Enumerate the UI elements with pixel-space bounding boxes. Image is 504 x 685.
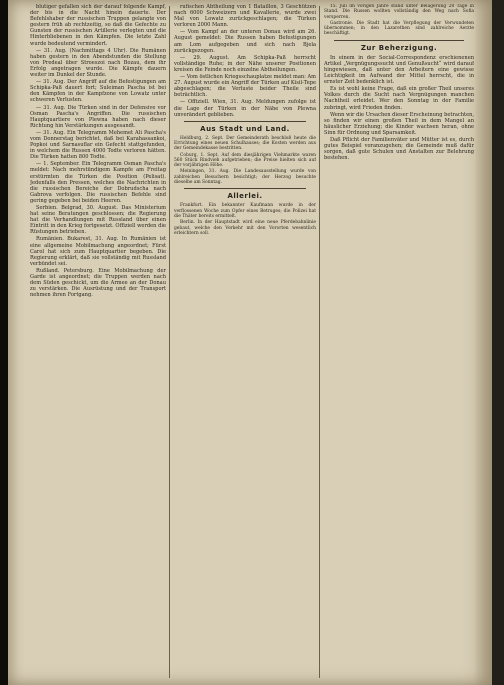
- newspaper-page: [8, 0, 492, 685]
- paragraph: Frankfurt. Ein bekannter Kaufmann wurde in der verflossenen Woche zum Opfer eines Betruges; die Polizei hat die Thäter bereits ermittelt.: [174, 203, 316, 219]
- paragraph: Rußland. Petersburg. Eine Mobilmachung der Garde ist angeordnet; die Truppen werden nach dem Süden geschickt, um die Armee an der Donau zu verstärken. Die Ausrüstung und der Transport nehmen ihren Fortgang.: [30, 267, 166, 299]
- paragraph: — 31. Aug. (Nachmittags 4 Uhr). Die Rumänen haben gestern in den Abendstunden die Stellung von Predeal über Stroeszoi nach Bozau, dem ihr Erfolg angetragen wurde. Die Kämpfe dauern weiter im Dunkel der Stunde.: [30, 47, 166, 79]
- section-heading-aus-stadt: Aus Stadt und Land.: [200, 124, 290, 133]
- column-left: [30, 4, 166, 682]
- adjacent-page-edge: [492, 0, 504, 685]
- paragraph: — 31. Aug. Die Türken sind in der Defensive vor Osman Pascha's Angriffen. Die russischen Hauptquartiere von Plewna haben nach dieser Richtung hin Verstärkungen ausgesandt.: [30, 104, 166, 129]
- paragraph: Berlin. In der Hauptstadt wird eine neue Pferdebahnlinie gebaut, welche den Verkehr mit den Vororten wesentlich erleichtern soll.: [174, 220, 316, 236]
- paragraph: Es ist wohl keine Frage, daß ein großer Theil unseres Volkes durch die Sucht nach Vergnügungen manchen Nachtheil erleidet. Wer den Sonntag in der Familie zubringt, wird Frieden finden.: [324, 86, 474, 111]
- paragraph: — 1. September. Ein Telegramm Osman Pascha's meldet: Nach mehrstündigem Kampfe am Freitag erstürmten die Türken die Position (Pelisat). Jedenfalls den Pressen, welches die Nachrichten in die russischen Bereiche der Dobrudscha nach Gabrova verfolgen. Die russischen Befehle sind gering gegeben bei beiden Heeren.: [30, 161, 166, 204]
- section-rule: [334, 40, 464, 41]
- section-rule: [184, 188, 306, 189]
- paragraph: Coburg, 1. Sept. Auf dem diesjährigen Viehmarkte waren 560 Stück Rindvieh aufgetrieben; die Preise hielten sich auf der vorjährigen Höhe.: [174, 152, 316, 169]
- paragraph: Wenn wir die Ursachen dieser Erscheinung betrachten, so finden wir einen großen Theil in dem Mangel an häuslicher Erziehung; die Kinder wachsen heran, ohne Sinn für Ordnung und Sparsamkeit.: [324, 111, 474, 136]
- binding-edge: [0, 0, 8, 685]
- paragraph: — Vom Kampf an der unteren Donau wird am 26. August gemeldet: Die Russen haben Befestigungen am Lom aufgegeben und sich nach Bjela zurückgezogen.: [174, 29, 316, 54]
- paragraph: — Offiziell. Wien, 31. Aug. Meldungen zufolge ist die Lage der Türken in der Nähe von Plewna unverändert geblieben.: [174, 99, 316, 118]
- column-right: [324, 4, 474, 682]
- section-heading-allerlei: Allerlei.: [227, 192, 263, 201]
- column-divider: [319, 6, 320, 678]
- paragraph: rufischen Abtheilung von 1 Bataillon, 3 Geschützen nach 6000 Schweizern und Kavallerie, wurde zwei Mal von Lowatz zurückgeschlagen; die Türken verloren 2000 Mann.: [174, 4, 316, 29]
- paragraph: Gastronie. Die Stadt hat die Verpflegung der Verwundeten übernommen; in den Lazarethen sind zahlreiche Aerzte beschäftigt.: [324, 20, 474, 37]
- column-divider: [169, 6, 170, 678]
- paragraph: — 29. August. Am Schipka-Paß herrscht vollständige Ruhe; in der Nähe unserer Positionen kreisen die Feinde noch einzelne Abtheilungen.: [174, 54, 316, 73]
- paragraph: blutiger gefallen sich der darauf folgende Kampf, der bis in die Nacht hinein dauerte. Der Befehlshaber der russischen Truppen gelangte von gestern früh ab rechtzeitig, so daß die Gefechte zu Gunsten der russischen Artillerie verlegten und die Hinterbliebenen in den Kämpfen. Die letzte Zahl wurde bedeutend vermindert.: [30, 4, 166, 47]
- paragraph: — Vom östlichen Kriegsschauplatze meldet man: Am 27. August wurde ein Angriff der Türken auf Kisil-Tepe abgeschlagen; die Verluste beider Theile sind beträchtlich.: [174, 74, 316, 99]
- section-heading-beherzigung: Zur Beherzigung.: [360, 43, 438, 52]
- paragraph: — 31. Aug. Der Angriff auf die Befestigungen am Schipka-Paß dauert fort; Suleiman Pascha ist bei den Kämpfen in der Kampfzone von Lowatz unter schweren Verlusten.: [30, 79, 166, 104]
- paragraph: Heldburg, 2. Sept. Der Gemeinderath beschloß heute die Errichtung eines neuen Schulhauses; die Kosten werden aus der Gemeindekasse bestritten.: [174, 135, 316, 152]
- paragraph: — 31. Aug. Ein Telegramm Mehemet Ali Pascha's vom Donnerstag berichtet, daß bei Karahassankoi, Popkoi und Sarnasuflar ein Gefecht stattgefunden, in welchem die Russen 4000 Todte verloren hätten. Die Türken hatten 800 Todte.: [30, 129, 166, 161]
- paragraph: 15. Juli im vorigen Jahre stand unter Belagerung 28 Tage in Stand. Die Russen wollten vollständig den Weg nach Sofia versperren.: [324, 4, 474, 20]
- paragraph: Meiningen, 31. Aug. Die Landesausstellung wurde von zahlreichen Besuchern besichtigt; der Herzog besuchte dieselbe am Sonntag.: [174, 169, 316, 186]
- section-rule: [184, 121, 306, 122]
- paragraph: Serbien. Belgrad, 30. August. Das Ministerium hat seine Beratungen geschlossen; die Regierung hat die Verhandlungen mit Russland über einen Eintritt in den Krieg fortgesetzt. Offiziell werden die Rüstungen betrieben.: [30, 205, 166, 236]
- paragraph: In einem in der Social-Correspondenz erschienenen Artikel „Vergnügungssucht und Genußsucht“ wird darauf hingewiesen, daß unter den Arbeitern eine gewisse Leichtigkeit im Aufwand der Mittel herrscht, die in ernster Zeit bedenklich ist.: [324, 54, 474, 86]
- paragraph: Rumänien. Bukarest, 31. Aug. In Rumänien ist eine allgemeine Mobilmachung angeordnet; Fürst Carol hat sich zum Hauptquartier begeben. Die Regierung erklärt, daß sie vollständig mit Russland verbündet sei.: [30, 236, 166, 267]
- column-middle: [174, 4, 316, 682]
- paragraph: Daß Pflicht der Familienväter und Mütter ist es, durch gutes Beispiel voranzugehen; die Gemeinde muß dafür sorgen, daß gute Schulen und Anstalten zur Belehrung bestehen.: [324, 137, 474, 162]
